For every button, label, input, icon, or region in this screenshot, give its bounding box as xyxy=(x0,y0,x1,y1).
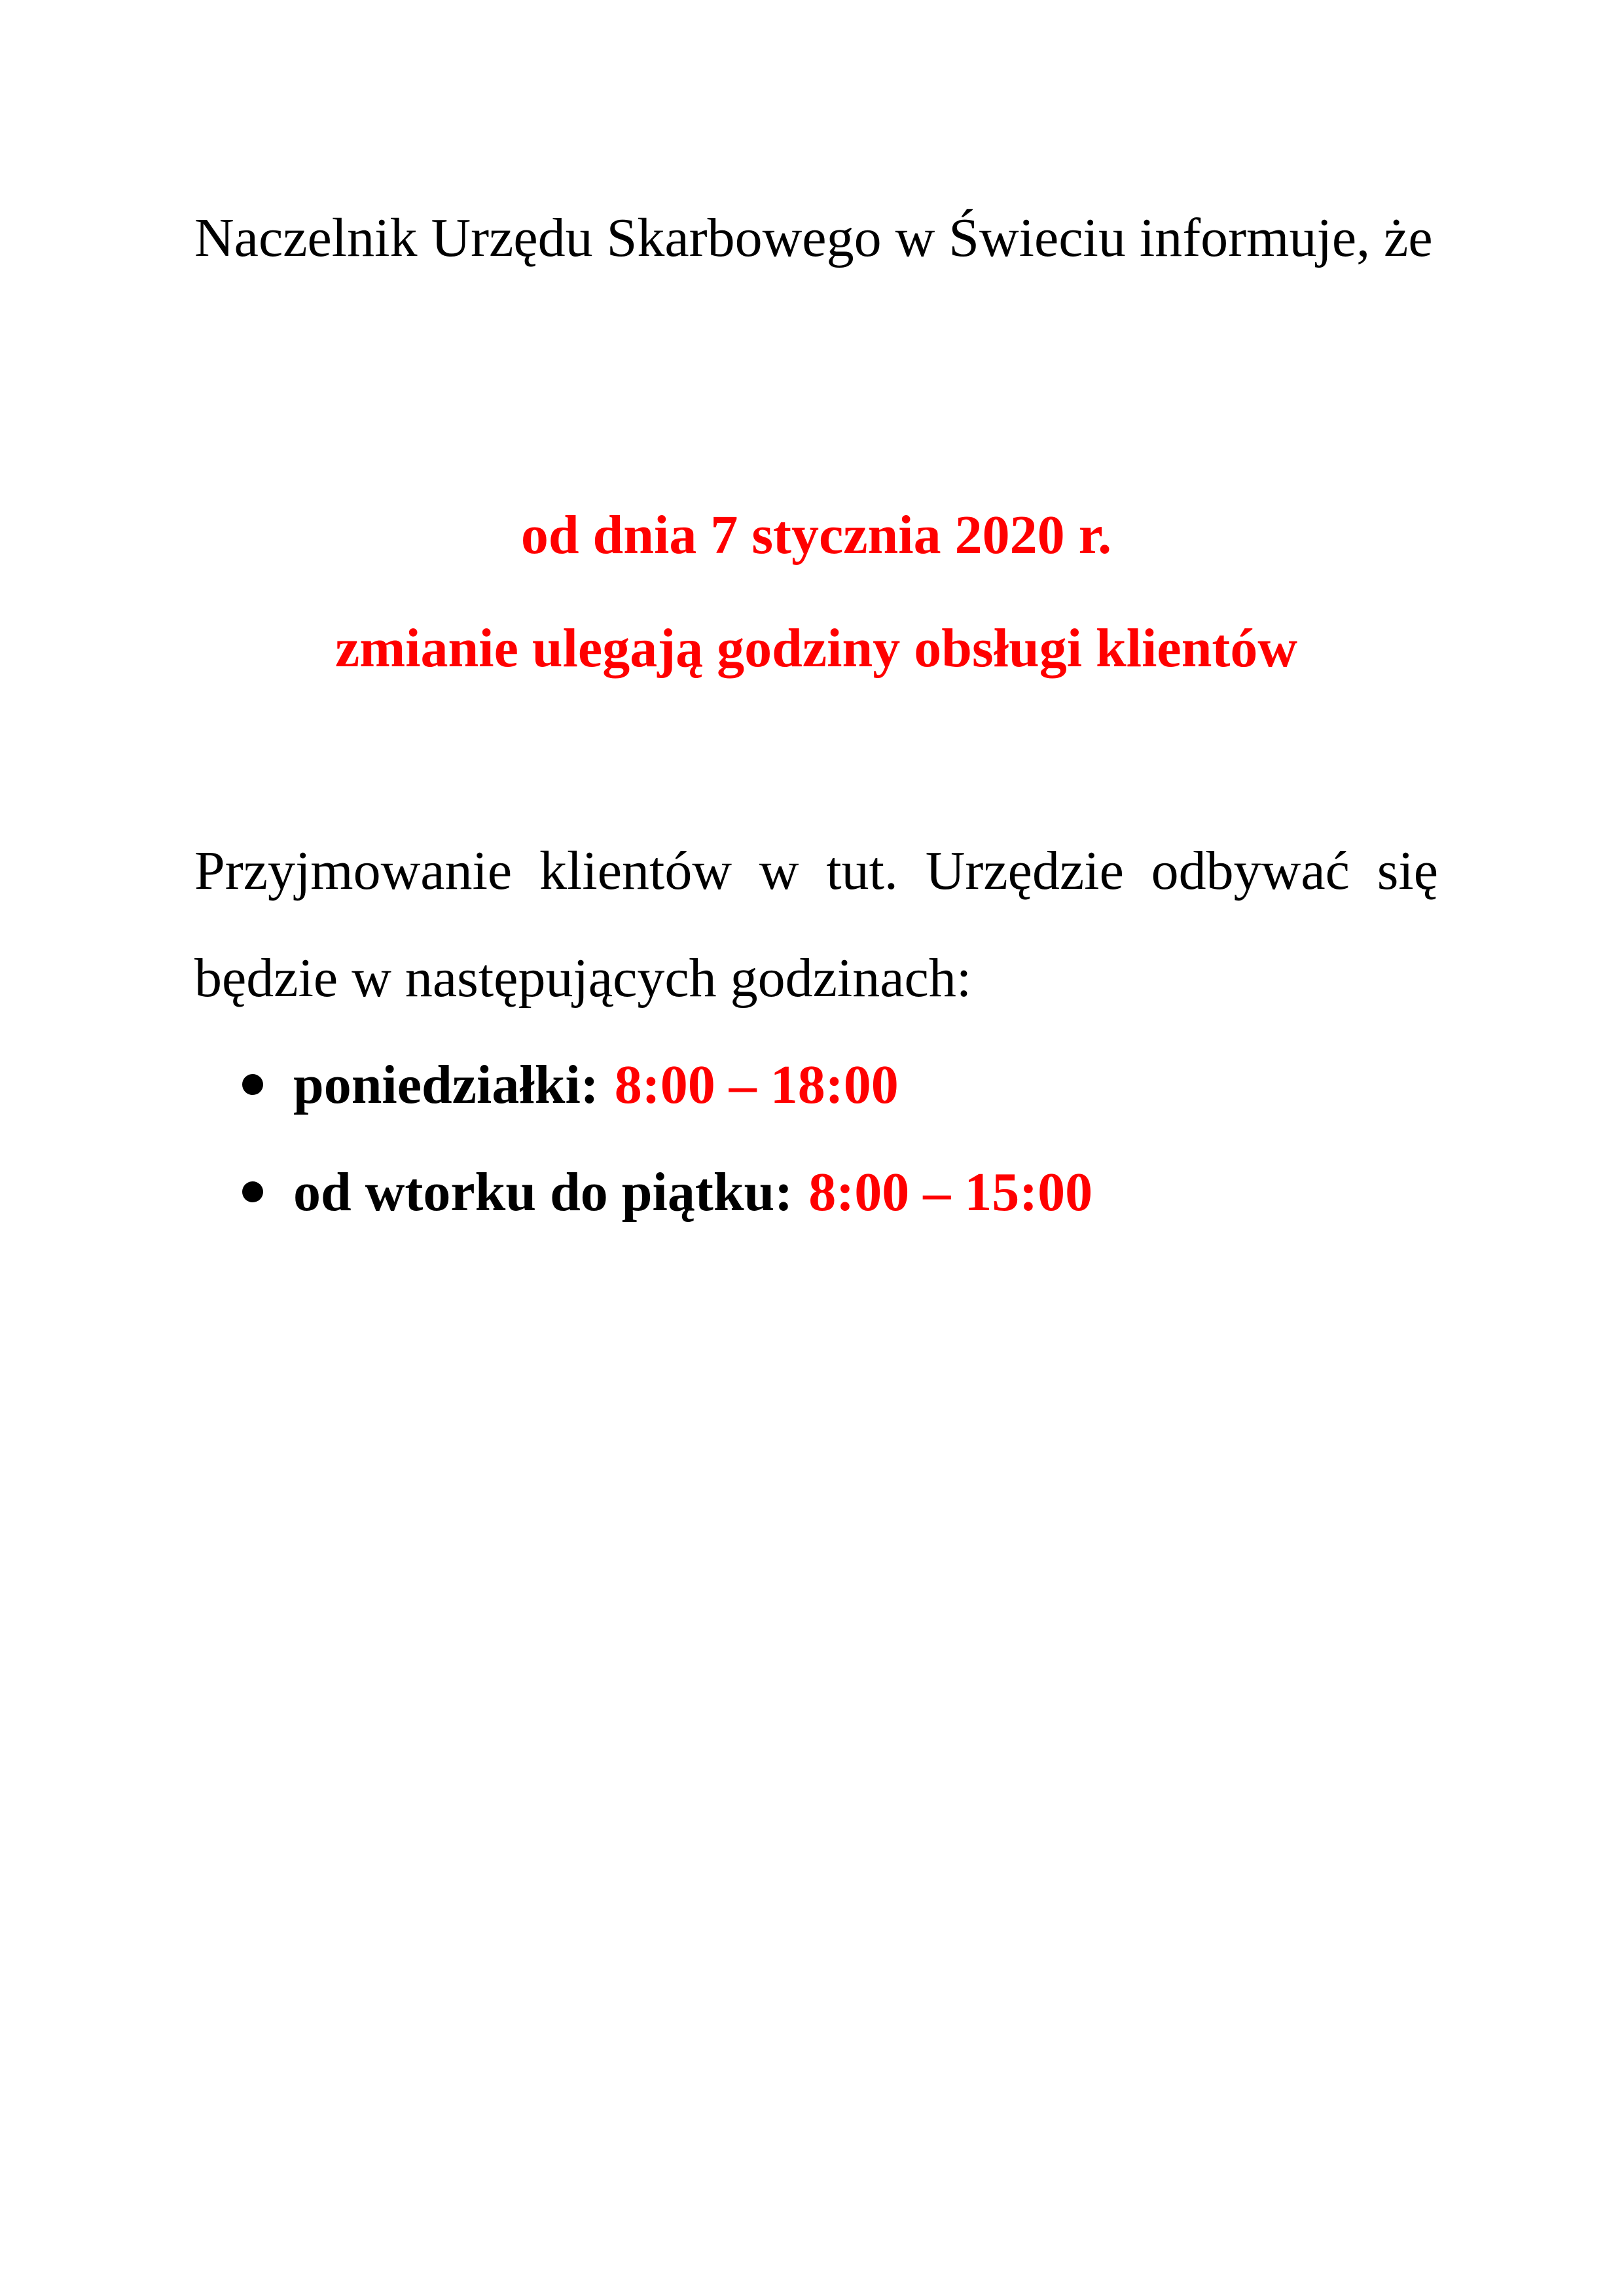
hours-time-value: 8:00 – 15:00 xyxy=(808,1161,1093,1223)
hours-day-label: od wtorku do piątku: xyxy=(293,1161,793,1223)
body-paragraph: Przyjmowanie klientów w tut. Urzędzie odbywać się będzie w następujących godzinach: xyxy=(194,840,1438,1009)
headline-date: od dnia 7 stycznia 2020 r. xyxy=(520,505,1112,565)
hours-list xyxy=(242,1031,1420,1246)
bullet-icon xyxy=(242,1181,263,1202)
hours-day-label: poniedziałki: xyxy=(293,1054,599,1115)
headline-change: zmianie ulegają godziny obsługi klientów xyxy=(334,618,1298,679)
hours-time-value: 8:00 – 18:00 xyxy=(614,1054,899,1115)
hours-item-tuesday-friday xyxy=(242,1138,1420,1246)
bullet-icon xyxy=(242,1074,263,1095)
intro-paragraph: Naczelnik Urzędu Skarbowego w Świeciu informuje, że xyxy=(194,207,1433,268)
hours-item-monday xyxy=(242,1031,1420,1138)
